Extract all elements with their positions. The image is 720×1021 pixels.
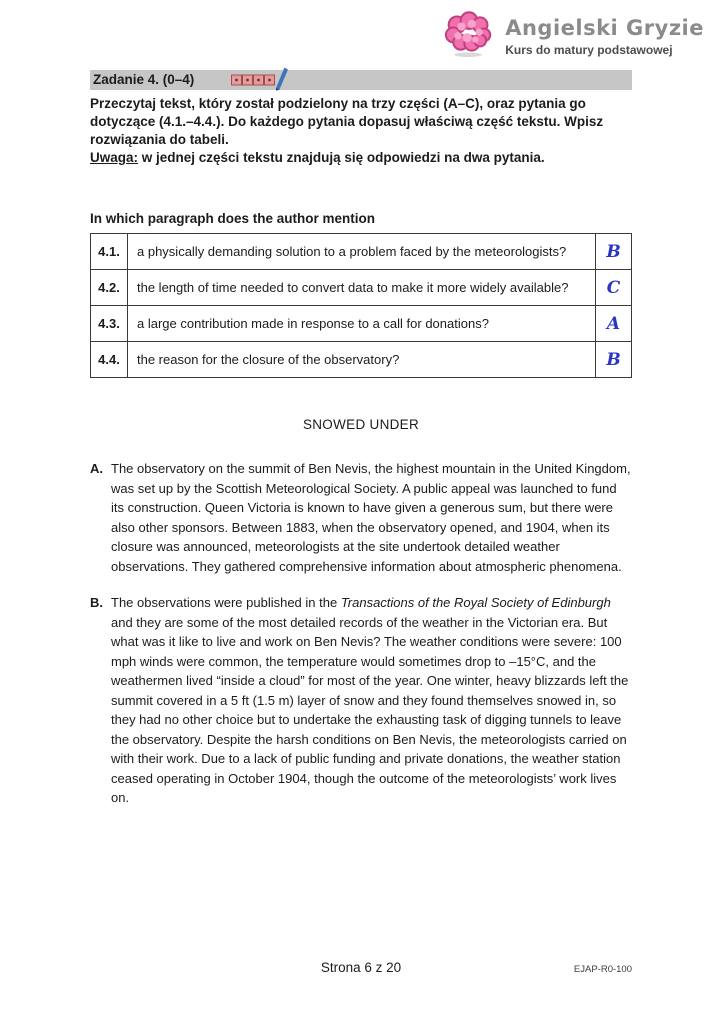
question-text: the reason for the closure of the observatory? — [128, 342, 596, 378]
handwritten-answer: B — [596, 342, 632, 378]
table-row — [91, 270, 632, 306]
question-text: the length of time needed to convert data to make it more widely available? — [128, 270, 596, 306]
note-label: Uwaga: — [90, 150, 139, 165]
question-number: 4.3. — [91, 306, 128, 342]
answer-boxes-with-pen-icon — [230, 64, 290, 92]
handwritten-answer: B — [596, 234, 632, 270]
task-header-bar — [90, 70, 632, 90]
handwritten-answer: A — [596, 306, 632, 342]
paragraph-text: The observatory on the summit of Ben Nevis, the highest mountain in the United Kingdom, was set up by the Scottish Meteorological Society. A public appeal was launched to fund its construction. Queen Victoria is known to have given a generous sum, but there were also other sponsors. Between 1883, when the observatory opened, and 1904, when its closure was announced, meteorologists at the site undertook detailed weather observations. They gathered comprehensive information about atmospheric phenomena. — [111, 461, 631, 574]
question-number: 4.1. — [91, 234, 128, 270]
handwritten-answer: C — [596, 270, 632, 306]
table-row — [91, 234, 632, 270]
table-row — [91, 306, 632, 342]
paragraph-b — [90, 593, 632, 808]
question-number: 4.4. — [91, 342, 128, 378]
paragraph-a — [90, 459, 632, 576]
brand-subtitle: Kurs do matury podstawowej — [505, 43, 673, 57]
page-content — [90, 0, 632, 808]
note-text: w jednej części tekstu znajdują się odpowiedzi na dwa pytania. — [138, 150, 545, 165]
matching-table — [90, 233, 632, 378]
reading-title: SNOWED UNDER — [302, 417, 420, 432]
paragraph-label: A. — [90, 461, 103, 476]
task-header-label: Zadanie 4. (0–4) — [93, 72, 195, 87]
task-instructions: Przeczytaj tekst, który został podzielony na trzy części (A–C), oraz pytania go dotyczące (4.1.–4.4.). Do każdego pytania dopasuj właściwą część tekstu. Wpisz rozwiązania do tabeli. — [90, 96, 604, 147]
paragraph-text: The observations were published in the Transactions of the Royal Society of Edinburgh and they are some of the most detailed records of the weather in the Victorian era. But what was it like to live and work on Ben Nevis? The weather conditions were severe: 100 mph winds were common, the temperature would sometimes drop to –15°C, and the weathermen lived “inside a cloud” for most of the year. One winter, heavy blizzards left the summit covered in a 5 ft (1.5 m) layer of snow and they found themselves snowed in, so they had no other choice but to undertake the exhausting task of digging tunnels to leave the observatory. Despite the harsh conditions on Ben Nevis, the meteorologists carried on with their work. Due to a lack of public funding and private donations, the weather station ceased operating in October 1904, though the outcome of the meteorologists’ work lives on. — [111, 595, 629, 805]
page-footer — [90, 959, 632, 977]
question-intro: In which paragraph does the author mention — [90, 211, 376, 226]
brand-title: Angielski Gryzie — [505, 16, 704, 40]
task-note — [90, 149, 632, 167]
page-number: Strona 6 z 20 — [320, 960, 402, 975]
paragraph-label: B. — [90, 595, 103, 610]
question-text: a physically demanding solution to a problem faced by the meteorologists? — [128, 234, 596, 270]
pen-icon — [276, 68, 288, 91]
question-number: 4.2. — [91, 270, 128, 306]
question-text: a large contribution made in response to a call for donations? — [128, 306, 596, 342]
table-row — [91, 342, 632, 378]
form-code: EJAP-R0-100 — [573, 964, 632, 975]
